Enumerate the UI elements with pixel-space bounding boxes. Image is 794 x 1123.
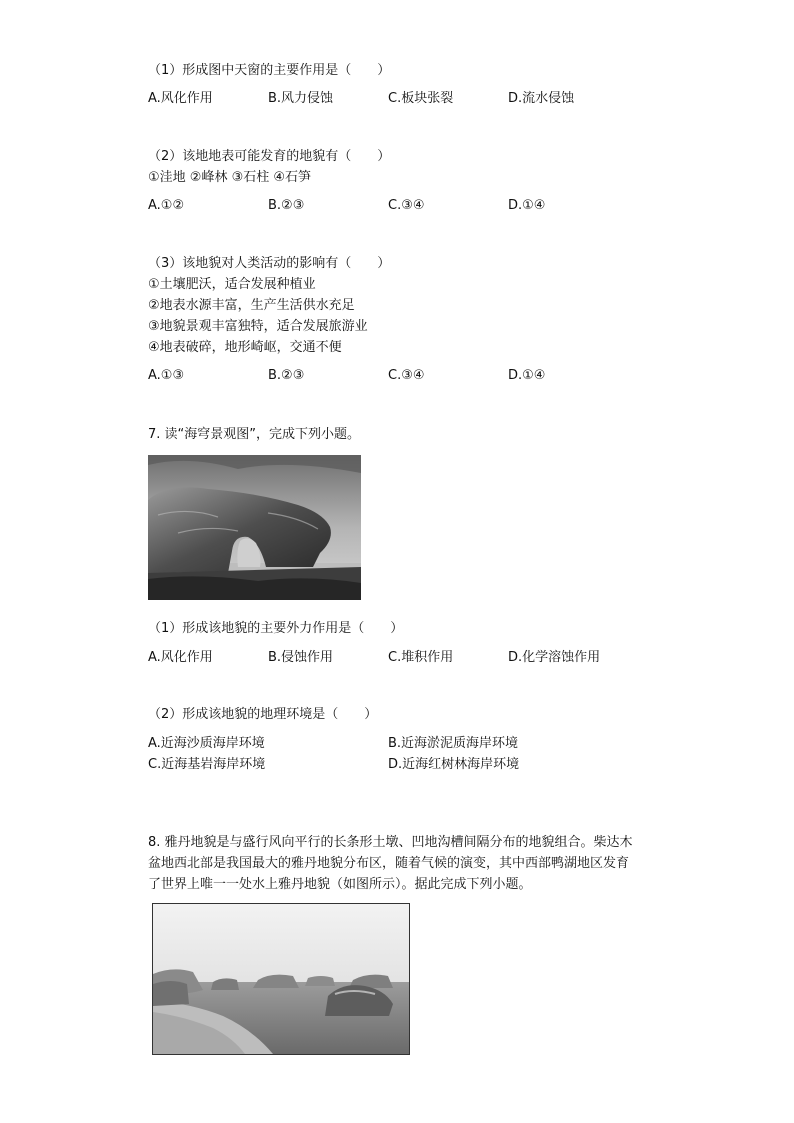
yardang-lake-photo [152, 903, 410, 1055]
q6-sub3-item-4: ④地表破碎，地形崎岖，交通不便 [148, 340, 342, 355]
q6-sub3-option-b[interactable]: B.②③ [268, 368, 305, 383]
q7-sub2-option-c[interactable]: C.近海基岩海岸环境 [148, 757, 266, 772]
sea-arch-image [148, 455, 361, 600]
q7-sub1-stem: （1）形成该地貌的主要外力作用是（ ） [148, 621, 404, 636]
q6-sub3-item-1: ①土壤肥沃，适合发展种植业 [148, 277, 316, 292]
q6-sub3-option-d[interactable]: D.①④ [508, 368, 546, 383]
q6-sub3-option-c[interactable]: C.③④ [388, 368, 425, 383]
q6-sub3-option-a[interactable]: A.①③ [148, 368, 185, 383]
q7-sub1-option-d[interactable]: D.化学溶蚀作用 [508, 650, 601, 665]
yardang-lake-image [153, 904, 409, 1054]
q7-sub2-stem: （2）形成该地貌的地理环境是（ ） [148, 707, 378, 722]
q6-sub2-stem: （2）该地地表可能发育的地貌有（ ） [148, 149, 391, 164]
q6-sub1-stem: （1）形成图中天窗的主要作用是（ ） [148, 63, 391, 78]
q8-line-1: 8. 雅丹地貌是与盛行风向平行的长条形土墩、凹地沟槽间隔分布的地貌组合。柴达木 [148, 835, 633, 850]
q6-sub3-item-3: ③地貌景观丰富独特，适合发展旅游业 [148, 319, 368, 334]
q7-sub2-option-a[interactable]: A.近海沙质海岸环境 [148, 736, 265, 751]
q6-sub2-option-b[interactable]: B.②③ [268, 198, 305, 213]
q7-sub1-option-c[interactable]: C.堆积作用 [388, 650, 454, 665]
q6-sub3-item-2: ②地表水源丰富，生产生活供水充足 [148, 298, 355, 313]
q6-sub3-stem: （3）该地貌对人类活动的影响有（ ） [148, 256, 391, 271]
q6-sub1-option-b[interactable]: B.风力侵蚀 [268, 91, 334, 106]
q7-sub1-option-b[interactable]: B.侵蚀作用 [268, 650, 334, 665]
q6-sub2-option-a[interactable]: A.①② [148, 198, 185, 213]
q7-sub2-option-d[interactable]: D.近海红树林海岸环境 [388, 757, 520, 772]
q6-sub2-option-d[interactable]: D.①④ [508, 198, 546, 213]
q8-line-3: 了世界上唯一一处水上雅丹地貌（如图所示）。据此完成下列小题。 [148, 877, 532, 892]
q6-sub1-option-a[interactable]: A.风化作用 [148, 91, 213, 106]
q7-sub1-option-a[interactable]: A.风化作用 [148, 650, 213, 665]
q6-sub2-items: ①洼地 ②峰林 ③石柱 ④石笋 [148, 170, 312, 185]
q6-sub1-option-c[interactable]: C.板块张裂 [388, 91, 454, 106]
q7-stem: 7. 读“海穹景观图”，完成下列小题。 [148, 427, 361, 442]
q8-line-2: 盆地西北部是我国最大的雅丹地貌分布区，随着气候的演变，其中西部鸭湖地区发育 [148, 856, 630, 871]
sea-arch-photo [148, 455, 361, 600]
q6-sub2-option-c[interactable]: C.③④ [388, 198, 425, 213]
q6-sub1-option-d[interactable]: D.流水侵蚀 [508, 91, 575, 106]
q7-sub2-option-b[interactable]: B.近海淤泥质海岸环境 [388, 736, 519, 751]
